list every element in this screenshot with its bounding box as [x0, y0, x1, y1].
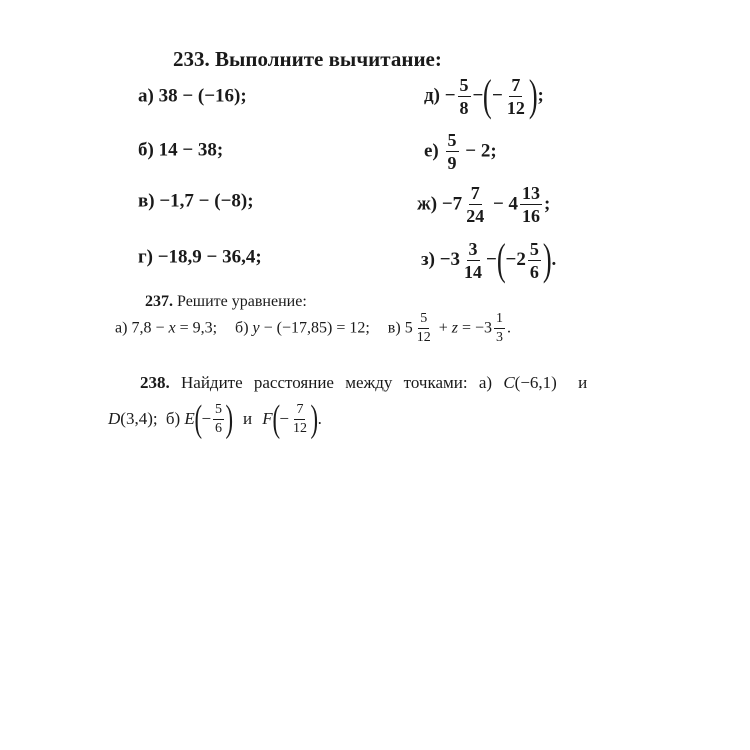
- numerator: 7: [470, 183, 480, 203]
- problem-title: Решите уравнение:: [177, 293, 307, 310]
- left-paren: (: [483, 71, 493, 120]
- point-coords: (−6,1): [514, 373, 557, 393]
- problem-237-heading: [145, 293, 307, 311]
- conjunction: и: [578, 373, 588, 393]
- numerator: 13: [522, 183, 541, 203]
- exercise-233-d: [424, 71, 544, 120]
- punctuation: ;: [544, 193, 551, 215]
- punctuation: .: [551, 249, 557, 270]
- exercise-233-b: [138, 139, 223, 162]
- denominator: 6: [215, 420, 223, 436]
- numerator: 1: [494, 312, 505, 329]
- exercise-233-zh: [417, 184, 550, 225]
- fraction: [464, 184, 486, 225]
- item-label: г): [138, 246, 153, 268]
- problem-238-line1: [140, 372, 587, 393]
- problem-number: 237.: [145, 293, 173, 310]
- denominator: 14: [464, 261, 483, 282]
- fraction: [462, 240, 484, 281]
- item-label: в): [138, 190, 155, 212]
- point-letter: D: [108, 409, 121, 428]
- fraction: [520, 184, 542, 225]
- variable: x: [168, 319, 176, 337]
- exercise-233-z: [421, 235, 557, 284]
- denominator: 12: [292, 420, 307, 436]
- problem-233-heading: [173, 47, 442, 72]
- fraction: [291, 403, 309, 436]
- punctuation: ;: [537, 85, 544, 106]
- expression: = 9,3;: [179, 319, 218, 337]
- expression: 38 − (−16);: [158, 85, 247, 107]
- item-label: е): [424, 140, 439, 162]
- problem-title: Выполните вычитание:: [215, 47, 442, 71]
- denominator: 12: [416, 330, 431, 345]
- minus-sign: −: [472, 85, 484, 106]
- point-letter: E: [184, 409, 195, 428]
- expression: − 2;: [465, 140, 497, 162]
- numerator: 3: [468, 238, 478, 259]
- operator: −: [486, 249, 497, 270]
- operator: − 4: [492, 193, 519, 215]
- numerator: 5: [418, 312, 429, 329]
- problem-title: Найдите расстояние между точками:: [181, 373, 468, 393]
- denominator: 9: [447, 153, 457, 173]
- fraction: [528, 240, 541, 281]
- point-coords: (3,4);: [120, 409, 158, 428]
- problem-237-equations: [115, 312, 511, 345]
- fraction: [505, 76, 527, 117]
- exercise-233-a: [138, 85, 247, 108]
- variable: z: [451, 319, 458, 337]
- right-paren: ): [542, 235, 552, 284]
- point-letter: F: [262, 409, 273, 428]
- problem-number: 233.: [173, 47, 210, 71]
- minus-sign: −: [201, 409, 212, 428]
- denominator: 16: [522, 206, 541, 226]
- right-paren: ): [225, 398, 234, 440]
- variable: y: [252, 319, 260, 337]
- minus-sign: −: [444, 85, 456, 106]
- item-label: а): [478, 373, 493, 393]
- fraction: [446, 131, 459, 172]
- denominator: 24: [466, 206, 485, 226]
- exercise-233-e: [424, 131, 497, 172]
- expression: −1,7 − (−8);: [159, 190, 254, 212]
- left-paren: (: [194, 398, 202, 440]
- punctuation: .: [507, 319, 511, 337]
- fraction: [415, 312, 433, 345]
- fraction: [458, 76, 471, 117]
- item-label: б): [165, 409, 181, 428]
- left-paren: (: [272, 398, 280, 440]
- whole-part: 5: [404, 319, 413, 337]
- numerator: 5: [213, 403, 224, 420]
- expression: 7,8 −: [131, 319, 165, 337]
- whole-part: −7: [441, 193, 463, 215]
- problem-238-line2: [108, 400, 322, 438]
- denominator: 3: [496, 330, 503, 345]
- numerator: 5: [529, 238, 539, 259]
- exercise-233-g: [138, 246, 262, 269]
- whole-part: −2: [505, 249, 526, 270]
- item-label: з): [421, 249, 435, 270]
- point-letter: C: [503, 373, 515, 393]
- item-label: д): [424, 85, 440, 106]
- fraction: [213, 403, 224, 436]
- item-label: ж): [417, 193, 438, 215]
- minus-sign: −: [279, 409, 289, 428]
- item-label: в): [387, 319, 401, 337]
- expression: −18,9 − 36,4;: [157, 246, 262, 268]
- right-paren: ): [310, 398, 319, 440]
- numerator: 7: [511, 74, 521, 95]
- whole-part: −3: [439, 249, 461, 270]
- denominator: 8: [459, 97, 469, 118]
- denominator: 12: [506, 97, 525, 118]
- punctuation: .: [317, 409, 322, 428]
- expression: = −3: [461, 319, 492, 337]
- left-paren: (: [496, 235, 506, 284]
- item-label: а): [138, 85, 154, 107]
- conjunction: и: [242, 409, 253, 428]
- numerator: 7: [294, 403, 305, 420]
- exercise-233-v: [138, 190, 254, 213]
- problem-number: 238.: [140, 373, 170, 393]
- item-label: б): [235, 319, 249, 337]
- numerator: 5: [447, 130, 457, 150]
- expression: 14 − 38;: [158, 139, 224, 161]
- expression: − (−17,85) = 12;: [263, 319, 370, 337]
- item-label: а): [115, 319, 128, 337]
- item-label: б): [138, 139, 154, 161]
- numerator: 5: [459, 74, 469, 95]
- denominator: 6: [529, 261, 539, 282]
- fraction: [494, 312, 505, 345]
- operator: +: [438, 319, 448, 337]
- minus-sign: −: [492, 85, 503, 106]
- right-paren: ): [528, 71, 538, 120]
